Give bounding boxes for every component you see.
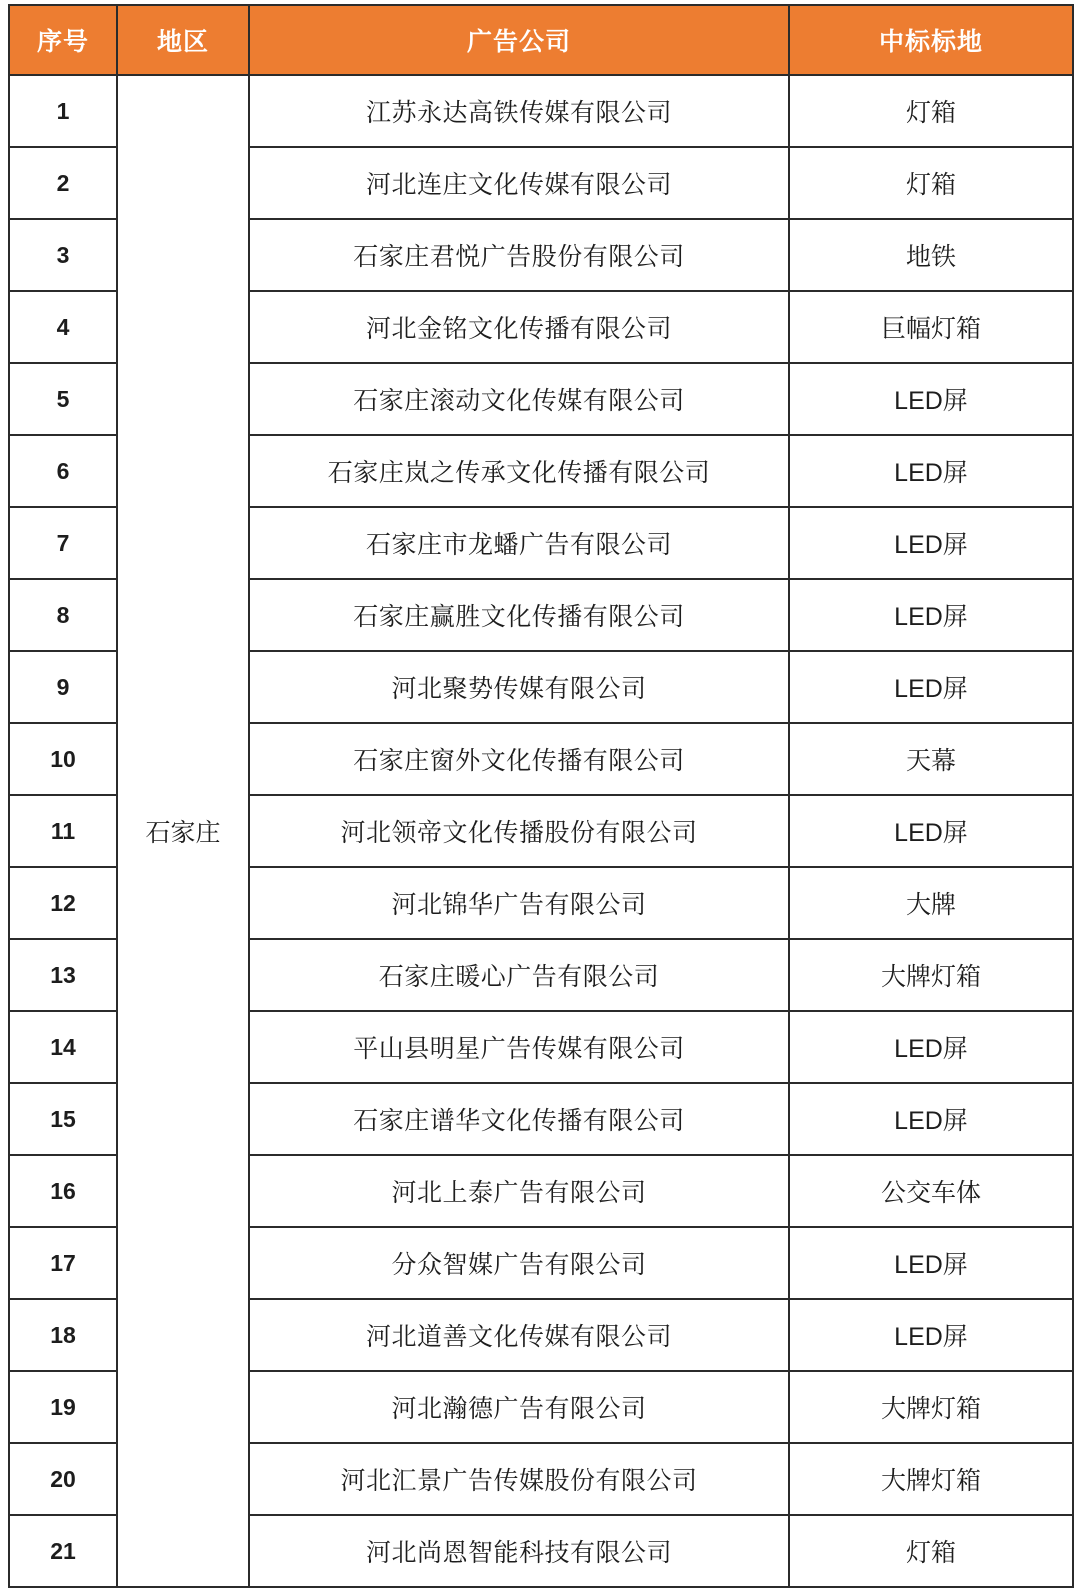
cell-media: 大牌灯箱 <box>789 939 1073 1011</box>
cell-media: 大牌灯箱 <box>789 1371 1073 1443</box>
cell-company: 河北连庄文化传媒有限公司 <box>249 147 789 219</box>
cell-media: LED屏 <box>789 1011 1073 1083</box>
cell-company: 平山县明星广告传媒有限公司 <box>249 1011 789 1083</box>
cell-media: 灯箱 <box>789 1515 1073 1587</box>
cell-media: LED屏 <box>789 651 1073 723</box>
cell-media: 地铁 <box>789 219 1073 291</box>
cell-company: 分众智媒广告有限公司 <box>249 1227 789 1299</box>
cell-company: 石家庄暖心广告有限公司 <box>249 939 789 1011</box>
cell-media: LED屏 <box>789 1299 1073 1371</box>
column-header-media: 中标标地 <box>789 5 1073 75</box>
cell-media: LED屏 <box>789 579 1073 651</box>
cell-index: 12 <box>9 867 117 939</box>
cell-index: 20 <box>9 1443 117 1515</box>
cell-company: 河北尚恩智能科技有限公司 <box>249 1515 789 1587</box>
cell-company: 江苏永达高铁传媒有限公司 <box>249 75 789 147</box>
cell-index: 13 <box>9 939 117 1011</box>
table-header <box>9 5 1073 75</box>
cell-index: 5 <box>9 363 117 435</box>
cell-company: 石家庄君悦广告股份有限公司 <box>249 219 789 291</box>
cell-company: 河北锦华广告有限公司 <box>249 867 789 939</box>
cell-company: 河北聚势传媒有限公司 <box>249 651 789 723</box>
cell-index: 19 <box>9 1371 117 1443</box>
cell-company: 河北瀚德广告有限公司 <box>249 1371 789 1443</box>
table-row <box>9 75 1073 147</box>
cell-index: 2 <box>9 147 117 219</box>
cell-media: 大牌 <box>789 867 1073 939</box>
cell-company: 河北汇景广告传媒股份有限公司 <box>249 1443 789 1515</box>
cell-company: 石家庄窗外文化传播有限公司 <box>249 723 789 795</box>
cell-index: 16 <box>9 1155 117 1227</box>
cell-index: 4 <box>9 291 117 363</box>
cell-index: 8 <box>9 579 117 651</box>
cell-index: 14 <box>9 1011 117 1083</box>
cell-media: 灯箱 <box>789 75 1073 147</box>
cell-index: 6 <box>9 435 117 507</box>
cell-media: 大牌灯箱 <box>789 1443 1073 1515</box>
cell-media: LED屏 <box>789 507 1073 579</box>
cell-index: 18 <box>9 1299 117 1371</box>
cell-region: 石家庄 <box>117 75 249 1587</box>
column-header-index: 序号 <box>9 5 117 75</box>
cell-media: 天幕 <box>789 723 1073 795</box>
cell-index: 7 <box>9 507 117 579</box>
cell-company: 河北道善文化传媒有限公司 <box>249 1299 789 1371</box>
cell-company: 河北领帝文化传播股份有限公司 <box>249 795 789 867</box>
column-header-company: 广告公司 <box>249 5 789 75</box>
cell-index: 15 <box>9 1083 117 1155</box>
cell-media: LED屏 <box>789 435 1073 507</box>
cell-index: 21 <box>9 1515 117 1587</box>
cell-company: 石家庄赢胜文化传播有限公司 <box>249 579 789 651</box>
cell-index: 3 <box>9 219 117 291</box>
table-header-row <box>9 5 1073 75</box>
cell-index: 1 <box>9 75 117 147</box>
column-header-region: 地区 <box>117 5 249 75</box>
cell-index: 17 <box>9 1227 117 1299</box>
cell-company: 河北上泰广告有限公司 <box>249 1155 789 1227</box>
cell-media: LED屏 <box>789 1083 1073 1155</box>
cell-index: 9 <box>9 651 117 723</box>
cell-media: 公交车体 <box>789 1155 1073 1227</box>
cell-company: 河北金铭文化传播有限公司 <box>249 291 789 363</box>
cell-company: 石家庄滚动文化传媒有限公司 <box>249 363 789 435</box>
cell-index: 10 <box>9 723 117 795</box>
cell-index: 11 <box>9 795 117 867</box>
cell-company: 石家庄市龙蟠广告有限公司 <box>249 507 789 579</box>
cell-media: 巨幅灯箱 <box>789 291 1073 363</box>
bid-results-table <box>8 4 1074 1588</box>
cell-media: 灯箱 <box>789 147 1073 219</box>
table-body <box>9 75 1073 1587</box>
cell-media: LED屏 <box>789 1227 1073 1299</box>
cell-media: LED屏 <box>789 363 1073 435</box>
cell-media: LED屏 <box>789 795 1073 867</box>
cell-company: 石家庄岚之传承文化传播有限公司 <box>249 435 789 507</box>
cell-company: 石家庄谱华文化传播有限公司 <box>249 1083 789 1155</box>
